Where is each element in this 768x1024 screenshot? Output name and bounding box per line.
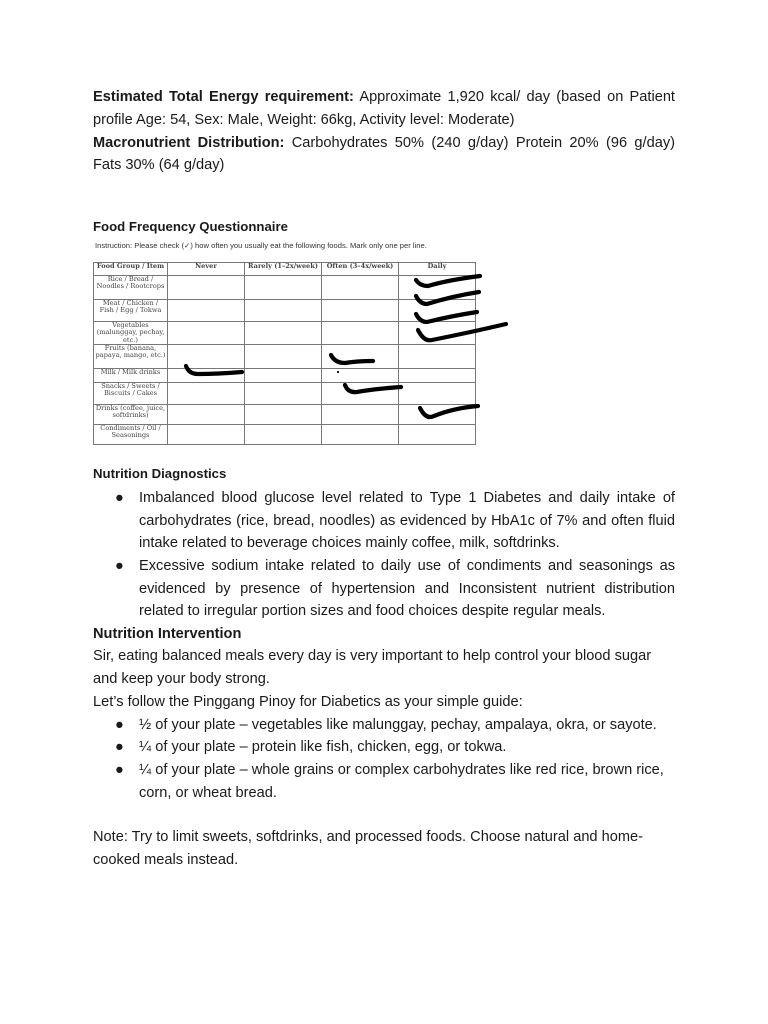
ffq-title: Food Frequency Questionnaire <box>93 219 288 235</box>
ffq-image <box>93 240 513 439</box>
ffq-item: Vegetables (malunggay, pechay, etc.) <box>94 322 168 345</box>
table-row <box>94 300 476 322</box>
table-row <box>94 404 476 424</box>
table-row <box>94 344 476 368</box>
ffq-item: Snacks / Sweets / Biscuits / Cakes <box>94 382 168 404</box>
ffq-header: Daily <box>399 263 476 276</box>
nutrition-diagnostics-title: Nutrition Diagnostics <box>93 466 227 482</box>
note-paragraph: Note: Try to limit sweets, softdrinks, and processed foods. Choose natural and home-cooked meals instead. <box>93 829 643 868</box>
energy-text: Approximate 1,920 kcal/ day (based on Patient profile Age: 54, Sex: Male, Weight: 66kg, Activity level: Moderate) <box>93 89 675 128</box>
bullet-icon: ● <box>115 761 124 778</box>
bullet-icon: ● <box>115 557 124 574</box>
intervention-guide-intro: Let’s follow the Pinggang Pinoy for Diabetics as your simple guide: <box>93 693 523 710</box>
list-item: ● ¼ of your plate – whole grains or complex carbohydrates like red rice, brown rice, corn, or wheat bread. <box>93 759 675 804</box>
ffq-instruction: Instruction: Please check (✓) how often you usually eat the following foods. Mark only one per line. <box>95 241 427 251</box>
ffq-item: Condiments / Oil / Seasonings <box>94 424 168 444</box>
table-row <box>94 368 476 382</box>
plate-guide-list <box>93 714 675 804</box>
table-row <box>94 276 476 300</box>
ffq-item: Milk / Milk drinks <box>94 368 168 382</box>
ffq-item: Drinks (coffee, juice, softdrinks) <box>94 404 168 424</box>
ffq-table <box>93 262 476 445</box>
nutrition-intervention-title: Nutrition Intervention <box>93 625 242 642</box>
bullet-icon: ● <box>115 490 124 507</box>
ffq-item: Meat / Chicken / Fish / Egg / Tokwa <box>94 300 168 322</box>
list-item: ● Imbalanced blood glucose level related to Type 1 Diabetes and daily intake of carbohydrates (rice, bread, noodles) as evidenced by HbA1c of 7% and often fluid intake related to beverage choices mainly coffee, milk, softdrinks. <box>93 487 675 555</box>
table-row <box>94 382 476 404</box>
ffq-header-row <box>94 263 476 276</box>
intervention-paragraph: Sir, eating balanced meals every day is very important to help control your blood sugar and keep your body strong. <box>93 648 652 688</box>
ffq-header: Never <box>168 263 245 276</box>
bullet-icon: ● <box>115 716 124 733</box>
macro-paragraph <box>93 132 675 178</box>
table-row <box>94 424 476 444</box>
ffq-header: Often (3–4x/week) <box>322 263 399 276</box>
list-item: ● ¼ of your plate – protein like fish, chicken, egg, or tokwa. <box>93 736 675 759</box>
macro-label: Macronutrient Distribution: <box>93 134 285 151</box>
diagnostics-list <box>93 487 675 623</box>
energy-label: Estimated Total Energy requirement: <box>93 89 354 105</box>
document-page <box>93 86 675 872</box>
bullet-icon: ● <box>115 739 124 756</box>
ffq-header: Rarely (1–2x/week) <box>245 263 322 276</box>
ffq-item: Rice / Bread / Noodles / Rootcrops <box>94 276 168 300</box>
list-item: ● ½ of your plate – vegetables like malunggay, pechay, ampalaya, okra, or sayote. <box>93 714 675 737</box>
table-row <box>94 322 476 345</box>
macro-text: Carbohydrates 50% (240 g/day) Protein 20% (96 g/day) Fats 30% (64 g/day) <box>93 134 675 174</box>
list-item: ● Excessive sodium intake related to daily use of condiments and seasonings as evidenced by presence of hypertension and Inconsistent nutrient distribution related to irregular portion sizes and food choices despite regular meals. <box>93 555 675 623</box>
energy-paragraph <box>93 86 675 132</box>
ffq-item: Fruits (banana, papaya, mango, etc.) <box>94 344 168 368</box>
ffq-header: Food Group / Item <box>94 263 168 276</box>
